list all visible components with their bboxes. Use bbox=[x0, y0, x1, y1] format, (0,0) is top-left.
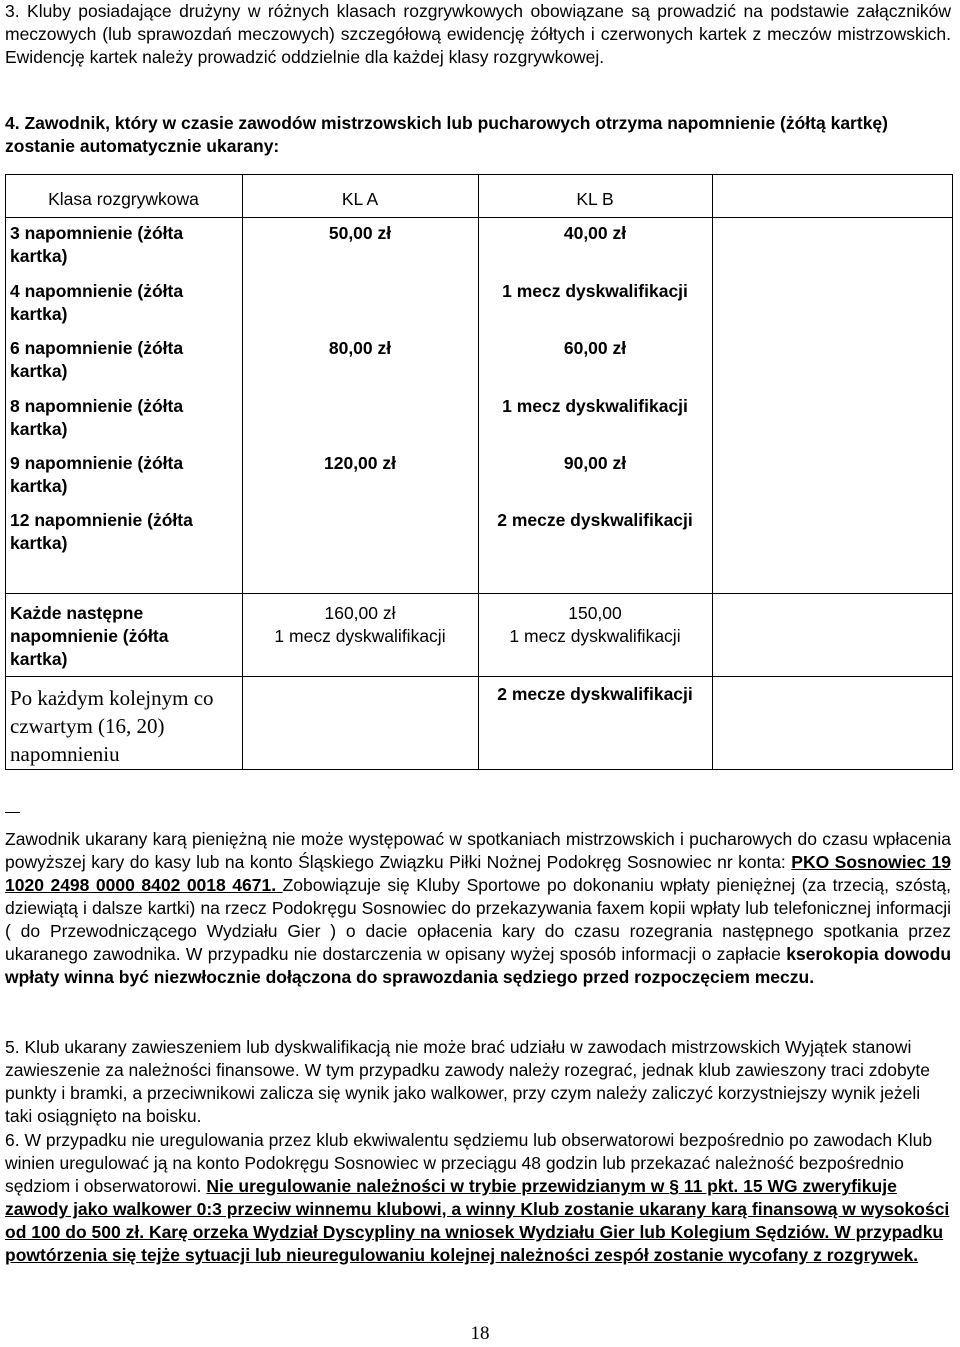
kl-a-next-amount: 160,00 zł bbox=[324, 603, 396, 623]
header-kl-b: KL B bbox=[576, 189, 614, 209]
kl-b-value: 2 mecze dyskwalifikacji bbox=[497, 510, 693, 530]
paragraph-5: 5. Klub ukarany zawieszeniem lub dyskwalifikacją nie może brać udziału w zawodach mistrzowskich Wyjątek stanowi zawieszenie za należności finansowe. W tym przypadku zawody należy rozegrać, jednak klub zawieszony traci zdobyte punkty i bramki, a przeciwnikowi zalicza się wynik jako walkower, przy czym należy zaliczyć korzystniejszy wynik jeżeli taki osiągnięto na boisku. bbox=[5, 1037, 931, 1126]
table-column-separator bbox=[712, 174, 713, 770]
table-border-top bbox=[5, 174, 953, 175]
kl-a-value: 120,00 zł bbox=[324, 453, 396, 473]
table-border-left bbox=[5, 174, 6, 770]
row-label: 12 napomnienie (żółta kartka) bbox=[10, 510, 193, 553]
kl-b-value: 90,00 zł bbox=[563, 453, 627, 473]
row-label: 6 napomnienie (żółta kartka) bbox=[10, 338, 184, 381]
row-label: 8 napomnienie (żółta kartka) bbox=[10, 396, 184, 439]
paragraph-3: 3. Kluby posiadające drużyny w różnych klasach rozgrywkowych obowiązane są prowadzić na podstawie załączników meczowych (lub sprawozdań meczowych) szczegółową ewidencję żółtych i czerwonych kartek z meczów mistrzowskich. Ewidencję kartek należy prowadzić oddzielnie dla każdej klasy rozgrywkowej. bbox=[5, 1, 951, 67]
kl-a-value: 50,00 zł bbox=[328, 223, 392, 243]
penalty-paragraph: Zawodnik ukarany karą pieniężną nie może występować w spotkaniach mistrzowskich i pucharowych do czasu wpłacenia powyższej kary do kasy lub na konto Śląskiego Związku Piłki Nożnej Podokręg Sosnowiec nr konta: PKO Sosnowiec 19 1020 2498 0000 8402 0018 4671. Zobowiązuje się Kluby Sportowe po dokonaniu wpłaty pieniężnej (za trzecią, szóstą, dziewiątą i dalsze kartki) na rzecz Podokręgu Sosnowiec do przekazywania faxem kopii wpłaty lub telefonicznej informacji ( do Przewodniczącego Wydziału Gier ) o dacie opłacenia kary do czasu rozegrania następnego spotkania przez ukaranego zawodnika. W przypadku nie dostarczenia w opisany wyżej sposób informacji o zapłacie kserokopia dowodu wpłaty winna być niezwłocznie dołączona do sprawozdania sędziego przed rozpoczęciem meczu. bbox=[5, 829, 952, 987]
table-border-bottom bbox=[5, 769, 953, 770]
row-label: 3 napomnienie (żółta kartka) bbox=[10, 223, 184, 266]
paragraph-6: 6. W przypadku nie uregulowania przez klub ekwiwalentu sędziemu lub obserwatorowi bezpośrednio po zawodach Klub winien uregulować ją na konto Podokręgu Sosnowiec w przeciągu 48 godzin lub przekazać należność bezpośrednio sędziom i obserwatorowi. Nie uregulowanie należności w trybie przewidzianym w § 11 pkt. 15 WG zweryfikuje zawody jako walkower 0:3 przeciw winnemu klubowi, a winny Klub zostanie ukarany karą finansową w wysokości od 100 do 500 zł. Karę orzeka Wydział Dyscypliny na wniosek Wydziału Gier lub Kolegium Sędziów. W przypadku powtórzenia się tejże sytuacji lub nieuregulowaniu kolejnej należności zespół zostanie wycofany z rozgrywek. bbox=[5, 1130, 950, 1265]
row-label: 9 napomnienie (żółta kartka) bbox=[10, 453, 184, 496]
page-number: 18 bbox=[470, 1323, 490, 1344]
footnote-mark bbox=[5, 812, 20, 813]
table-header-separator bbox=[5, 217, 953, 218]
account-number: PKO Sosnowiec 19 1020 2498 0000 8402 0018 4671. bbox=[5, 852, 952, 895]
kl-b-value: 60,00 zł bbox=[563, 338, 627, 358]
kl-b-next-dyskw: 1 mecz dyskwalifikacji bbox=[509, 626, 681, 646]
kl-b-value: 40,00 zł bbox=[563, 223, 627, 243]
paragraph-4: 4. Zawodnik, który w czasie zawodów mistrzowskich lub pucharowych otrzyma napomnienie (żółtą kartkę) zostanie automatycznie ukarany: bbox=[5, 113, 888, 156]
row-label-next: Każde następne napomnienie (żółta kartka) bbox=[10, 603, 169, 669]
header-kl-a: KL A bbox=[341, 189, 379, 209]
kl-b-value: 1 mecz dyskwalifikacji bbox=[502, 281, 688, 301]
row-label-fourth: Po każdym kolejnym co czwartym (16, 20) napomnieniu bbox=[10, 686, 214, 766]
kl-b-fourth: 2 mecze dyskwalifikacji bbox=[497, 684, 693, 704]
table-row-separator bbox=[5, 676, 953, 677]
header-klasa: Klasa rozgrywkowa bbox=[48, 189, 199, 209]
kl-a-value: 80,00 zł bbox=[328, 338, 392, 358]
kl-b-next-amount: 150,00 bbox=[568, 603, 622, 623]
kl-b-value: 1 mecz dyskwalifikacji bbox=[502, 396, 688, 416]
table-row-separator bbox=[5, 593, 953, 594]
row-label: 4 napomnienie (żółta kartka) bbox=[10, 281, 184, 324]
table-border-right bbox=[952, 174, 953, 770]
kl-a-next-dyskw: 1 mecz dyskwalifikacji bbox=[274, 626, 446, 646]
